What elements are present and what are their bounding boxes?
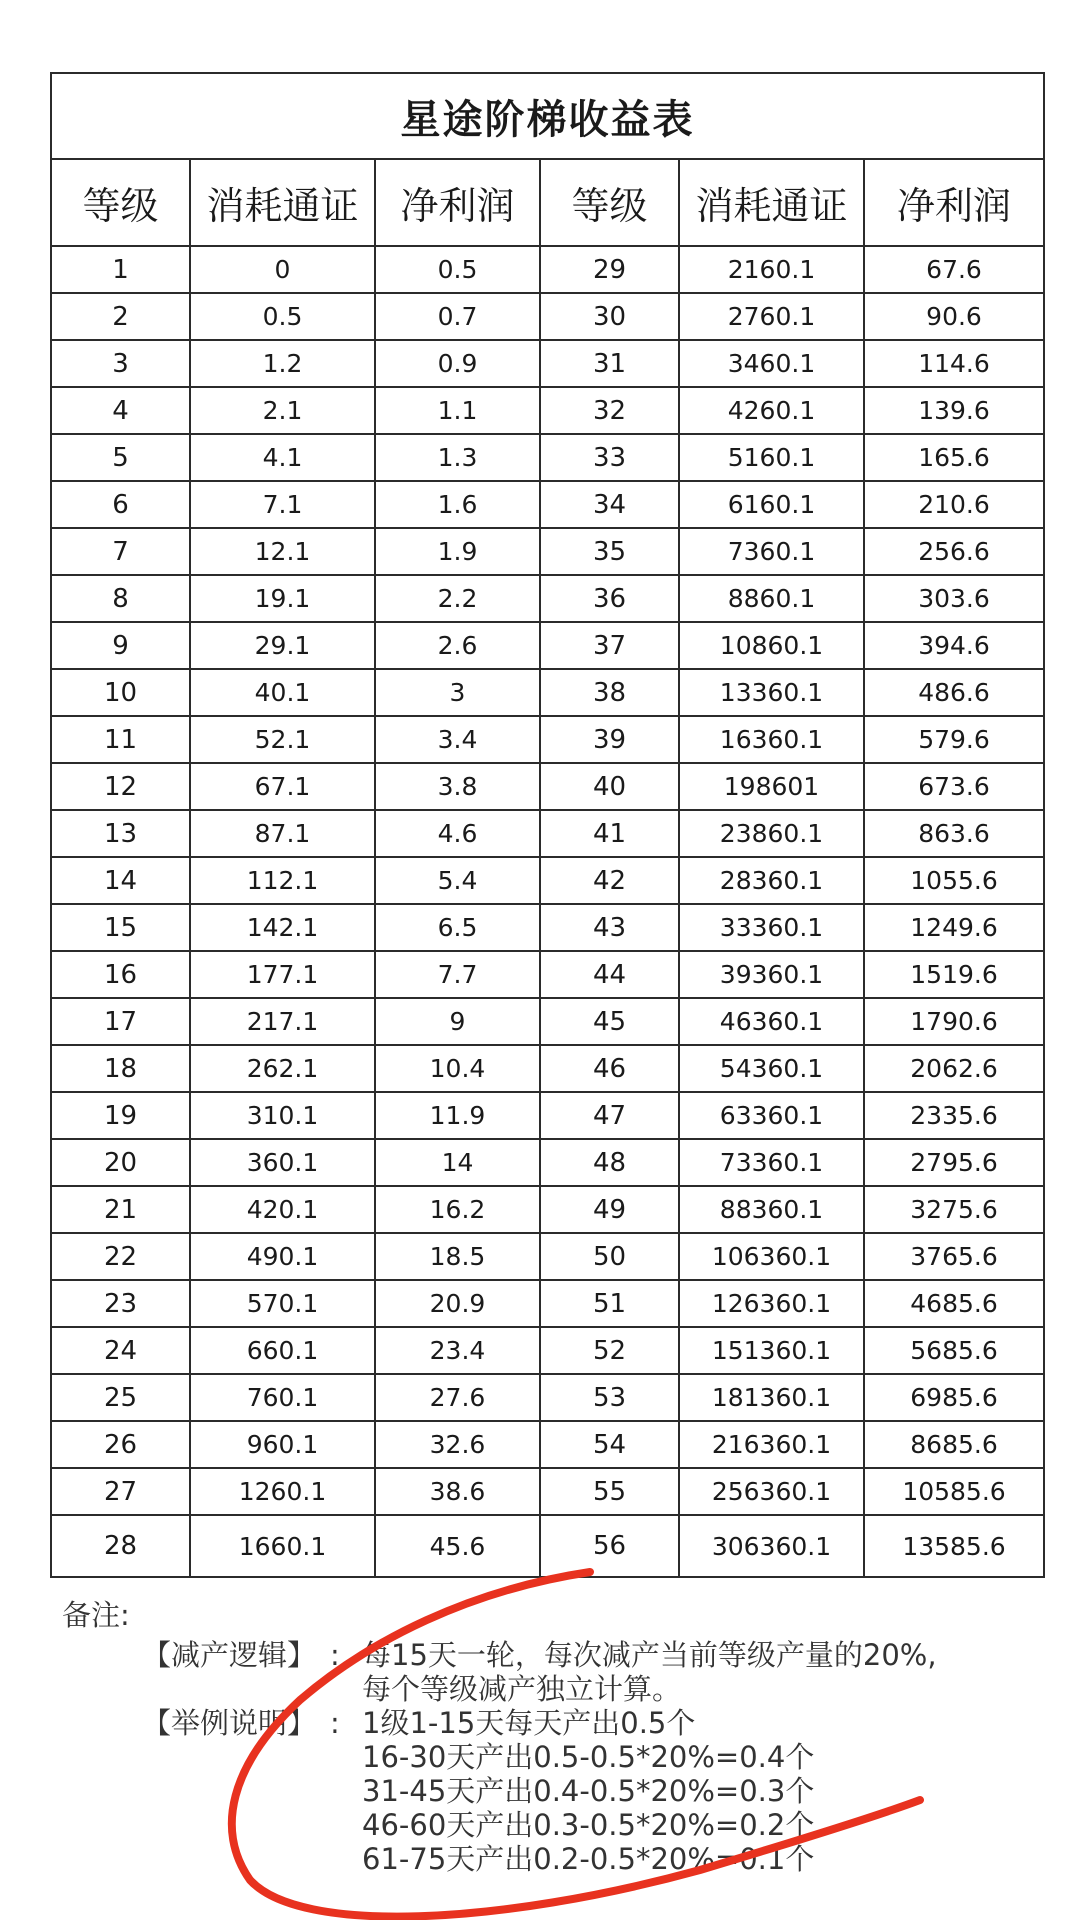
header-row [51, 159, 1044, 246]
cell-profit-left: 1.3 [375, 434, 540, 481]
table-row [51, 1092, 1044, 1139]
cell-cost-left: 960.1 [190, 1421, 375, 1468]
cell-profit-left: 23.4 [375, 1327, 540, 1374]
cell-profit-right: 863.6 [864, 810, 1044, 857]
cell-level-right: 51 [540, 1280, 679, 1327]
cell-cost-left: 2.1 [190, 387, 375, 434]
cell-cost-left: 87.1 [190, 810, 375, 857]
table-row [51, 998, 1044, 1045]
cell-cost-right: 4260.1 [679, 387, 864, 434]
cell-level-left: 22 [51, 1233, 190, 1280]
cell-level-right: 36 [540, 575, 679, 622]
cell-profit-left: 3 [375, 669, 540, 716]
cell-profit-right: 256.6 [864, 528, 1044, 575]
cell-level-left: 16 [51, 951, 190, 998]
cell-cost-right: 181360.1 [679, 1374, 864, 1421]
cell-level-left: 1 [51, 246, 190, 293]
cell-level-left: 6 [51, 481, 190, 528]
cell-level-left: 27 [51, 1468, 190, 1515]
cell-cost-right: 256360.1 [679, 1468, 864, 1515]
cell-profit-left: 16.2 [375, 1186, 540, 1233]
reduction-logic-line: 每15天一轮，每次减产当前等级产量的20%, [362, 1638, 937, 1672]
cell-cost-left: 760.1 [190, 1374, 375, 1421]
cell-cost-right: 151360.1 [679, 1327, 864, 1374]
cell-level-right: 39 [540, 716, 679, 763]
cell-cost-right: 5160.1 [679, 434, 864, 481]
table-row [51, 716, 1044, 763]
cell-cost-right: 198601 [679, 763, 864, 810]
table-row [51, 387, 1044, 434]
cell-cost-left: 4.1 [190, 434, 375, 481]
cell-profit-left: 0.7 [375, 293, 540, 340]
cell-profit-right: 3765.6 [864, 1233, 1044, 1280]
reduction-logic-line: 每个等级减产独立计算。 [362, 1672, 682, 1706]
example-line: 31-45天产出0.4-0.5*20%=0.3个 [362, 1774, 815, 1808]
cell-level-left: 4 [51, 387, 190, 434]
cell-cost-right: 2160.1 [679, 246, 864, 293]
cell-cost-left: 310.1 [190, 1092, 375, 1139]
cell-cost-left: 217.1 [190, 998, 375, 1045]
cell-level-right: 56 [540, 1515, 679, 1577]
cell-cost-right: 73360.1 [679, 1139, 864, 1186]
header-profit-left: 净利润 [375, 159, 540, 246]
cell-profit-right: 303.6 [864, 575, 1044, 622]
cell-level-right: 43 [540, 904, 679, 951]
cell-cost-right: 46360.1 [679, 998, 864, 1045]
cell-profit-right: 210.6 [864, 481, 1044, 528]
example-text [362, 1706, 1042, 1876]
cell-cost-right: 106360.1 [679, 1233, 864, 1280]
cell-profit-left: 27.6 [375, 1374, 540, 1421]
cell-level-left: 3 [51, 340, 190, 387]
cell-level-right: 30 [540, 293, 679, 340]
cell-profit-right: 579.6 [864, 716, 1044, 763]
header-cost-right: 消耗通证 [679, 159, 864, 246]
cell-level-right: 49 [540, 1186, 679, 1233]
cell-profit-left: 20.9 [375, 1280, 540, 1327]
cell-level-left: 21 [51, 1186, 190, 1233]
cell-cost-right: 8860.1 [679, 575, 864, 622]
cell-profit-right: 8685.6 [864, 1421, 1044, 1468]
table-row [51, 669, 1044, 716]
example-line: 46-60天产出0.3-0.5*20%=0.2个 [362, 1808, 815, 1842]
cell-level-right: 32 [540, 387, 679, 434]
cell-profit-left: 3.8 [375, 763, 540, 810]
cell-cost-left: 1260.1 [190, 1468, 375, 1515]
table-row [51, 1421, 1044, 1468]
cell-level-left: 5 [51, 434, 190, 481]
cell-level-left: 7 [51, 528, 190, 575]
cell-profit-right: 1790.6 [864, 998, 1044, 1045]
cell-cost-left: 67.1 [190, 763, 375, 810]
cell-profit-right: 394.6 [864, 622, 1044, 669]
cell-profit-left: 1.1 [375, 387, 540, 434]
cell-cost-left: 660.1 [190, 1327, 375, 1374]
cell-cost-right: 88360.1 [679, 1186, 864, 1233]
cell-cost-right: 10860.1 [679, 622, 864, 669]
cell-cost-right: 2760.1 [679, 293, 864, 340]
cell-level-left: 18 [51, 1045, 190, 1092]
example-colon: : [330, 1706, 340, 1740]
cell-level-left: 17 [51, 998, 190, 1045]
table-row [51, 622, 1044, 669]
cell-cost-right: 126360.1 [679, 1280, 864, 1327]
cell-profit-left: 2.6 [375, 622, 540, 669]
cell-level-left: 9 [51, 622, 190, 669]
table-row [51, 1233, 1044, 1280]
cell-profit-left: 18.5 [375, 1233, 540, 1280]
example-tag: 【举例说明】 [142, 1706, 317, 1740]
cell-profit-right: 2335.6 [864, 1092, 1044, 1139]
cell-level-right: 38 [540, 669, 679, 716]
cell-cost-right: 3460.1 [679, 340, 864, 387]
cell-profit-right: 486.6 [864, 669, 1044, 716]
cell-level-right: 33 [540, 434, 679, 481]
cell-cost-left: 7.1 [190, 481, 375, 528]
cell-level-right: 55 [540, 1468, 679, 1515]
cell-level-left: 8 [51, 575, 190, 622]
cell-cost-right: 6160.1 [679, 481, 864, 528]
cell-level-right: 45 [540, 998, 679, 1045]
table-row [51, 1045, 1044, 1092]
table-row [51, 434, 1044, 481]
example-note [62, 1706, 1042, 1876]
cell-profit-left: 5.4 [375, 857, 540, 904]
cell-level-left: 26 [51, 1421, 190, 1468]
cell-cost-left: 0.5 [190, 293, 375, 340]
table-row [51, 857, 1044, 904]
cell-cost-left: 29.1 [190, 622, 375, 669]
cell-level-left: 11 [51, 716, 190, 763]
notes-label: 备注: [62, 1598, 130, 1632]
reduction-logic-note [62, 1638, 1042, 1706]
cell-level-left: 14 [51, 857, 190, 904]
table-row [51, 1327, 1044, 1374]
cell-profit-left: 1.9 [375, 528, 540, 575]
table-row [51, 1468, 1044, 1515]
cell-cost-left: 360.1 [190, 1139, 375, 1186]
cell-cost-right: 306360.1 [679, 1515, 864, 1577]
cell-cost-left: 177.1 [190, 951, 375, 998]
cell-cost-right: 16360.1 [679, 716, 864, 763]
cell-level-right: 48 [540, 1139, 679, 1186]
cell-profit-right: 90.6 [864, 293, 1044, 340]
cell-profit-left: 4.6 [375, 810, 540, 857]
cell-profit-left: 32.6 [375, 1421, 540, 1468]
cell-level-right: 40 [540, 763, 679, 810]
reduction-logic-tag: 【减产逻辑】 [142, 1638, 317, 1672]
cell-cost-left: 19.1 [190, 575, 375, 622]
cell-cost-left: 1.2 [190, 340, 375, 387]
cell-profit-left: 1.6 [375, 481, 540, 528]
table-row [51, 293, 1044, 340]
cell-cost-right: 28360.1 [679, 857, 864, 904]
cell-profit-right: 1249.6 [864, 904, 1044, 951]
cell-profit-right: 5685.6 [864, 1327, 1044, 1374]
cell-level-left: 20 [51, 1139, 190, 1186]
cell-profit-right: 1519.6 [864, 951, 1044, 998]
table-row [51, 763, 1044, 810]
cell-cost-left: 52.1 [190, 716, 375, 763]
cell-level-left: 12 [51, 763, 190, 810]
cell-level-right: 52 [540, 1327, 679, 1374]
example-line: 61-75天产出0.2-0.5*20%=0.1个 [362, 1842, 815, 1876]
cell-level-left: 28 [51, 1515, 190, 1577]
cell-level-left: 19 [51, 1092, 190, 1139]
cell-level-left: 23 [51, 1280, 190, 1327]
cell-profit-right: 6985.6 [864, 1374, 1044, 1421]
cell-cost-left: 570.1 [190, 1280, 375, 1327]
table-row [51, 246, 1044, 293]
cell-profit-right: 10585.6 [864, 1468, 1044, 1515]
income-table [50, 72, 1045, 1578]
reduction-logic-text [362, 1638, 1042, 1706]
header-level-right: 等级 [540, 159, 679, 246]
cell-level-right: 46 [540, 1045, 679, 1092]
cell-level-right: 42 [540, 857, 679, 904]
cell-level-right: 47 [540, 1092, 679, 1139]
table-row [51, 1186, 1044, 1233]
cell-profit-left: 0.9 [375, 340, 540, 387]
cell-profit-left: 6.5 [375, 904, 540, 951]
cell-level-right: 50 [540, 1233, 679, 1280]
cell-profit-right: 114.6 [864, 340, 1044, 387]
cell-cost-right: 23860.1 [679, 810, 864, 857]
cell-level-right: 34 [540, 481, 679, 528]
cell-profit-right: 4685.6 [864, 1280, 1044, 1327]
table-row [51, 481, 1044, 528]
cell-level-right: 54 [540, 1421, 679, 1468]
cell-cost-left: 262.1 [190, 1045, 375, 1092]
cell-level-left: 25 [51, 1374, 190, 1421]
cell-profit-left: 3.4 [375, 716, 540, 763]
cell-profit-left: 14 [375, 1139, 540, 1186]
cell-cost-right: 63360.1 [679, 1092, 864, 1139]
cell-profit-left: 10.4 [375, 1045, 540, 1092]
table-row [51, 810, 1044, 857]
cell-cost-right: 7360.1 [679, 528, 864, 575]
cell-profit-right: 13585.6 [864, 1515, 1044, 1577]
cell-profit-left: 2.2 [375, 575, 540, 622]
cell-level-right: 31 [540, 340, 679, 387]
cell-profit-right: 1055.6 [864, 857, 1044, 904]
table-row [51, 951, 1044, 998]
example-line: 16-30天产出0.5-0.5*20%=0.4个 [362, 1740, 815, 1774]
table-row [51, 1515, 1044, 1577]
table-row [51, 340, 1044, 387]
cell-level-right: 29 [540, 246, 679, 293]
cell-cost-left: 490.1 [190, 1233, 375, 1280]
table-row [51, 575, 1044, 622]
cell-profit-right: 2062.6 [864, 1045, 1044, 1092]
cell-cost-left: 112.1 [190, 857, 375, 904]
cell-cost-left: 40.1 [190, 669, 375, 716]
cell-profit-left: 11.9 [375, 1092, 540, 1139]
table-row [51, 904, 1044, 951]
cell-level-right: 35 [540, 528, 679, 575]
cell-cost-right: 54360.1 [679, 1045, 864, 1092]
cell-level-left: 10 [51, 669, 190, 716]
notes-section [62, 1598, 1042, 1876]
cell-profit-right: 673.6 [864, 763, 1044, 810]
cell-cost-left: 1660.1 [190, 1515, 375, 1577]
table-row [51, 1280, 1044, 1327]
cell-level-right: 41 [540, 810, 679, 857]
cell-profit-right: 2795.6 [864, 1139, 1044, 1186]
cell-profit-left: 7.7 [375, 951, 540, 998]
cell-profit-left: 0.5 [375, 246, 540, 293]
cell-cost-left: 0 [190, 246, 375, 293]
cell-level-left: 2 [51, 293, 190, 340]
header-level-left: 等级 [51, 159, 190, 246]
example-line: 1级1-15天每天产出0.5个 [362, 1706, 696, 1740]
cell-profit-left: 38.6 [375, 1468, 540, 1515]
header-profit-right: 净利润 [864, 159, 1044, 246]
cell-cost-right: 13360.1 [679, 669, 864, 716]
cell-profit-right: 165.6 [864, 434, 1044, 481]
reduction-logic-colon: : [330, 1638, 340, 1672]
cell-profit-left: 9 [375, 998, 540, 1045]
table-title: 星途阶梯收益表 [51, 73, 1044, 159]
cell-level-right: 37 [540, 622, 679, 669]
header-cost-left: 消耗通证 [190, 159, 375, 246]
cell-cost-right: 33360.1 [679, 904, 864, 951]
table-row [51, 1374, 1044, 1421]
table-row [51, 528, 1044, 575]
cell-level-right: 53 [540, 1374, 679, 1421]
cell-cost-right: 216360.1 [679, 1421, 864, 1468]
cell-profit-right: 67.6 [864, 246, 1044, 293]
cell-profit-right: 139.6 [864, 387, 1044, 434]
cell-level-left: 15 [51, 904, 190, 951]
table-body [51, 246, 1044, 1577]
cell-profit-right: 3275.6 [864, 1186, 1044, 1233]
cell-level-right: 44 [540, 951, 679, 998]
cell-cost-left: 142.1 [190, 904, 375, 951]
cell-cost-right: 39360.1 [679, 951, 864, 998]
cell-level-left: 13 [51, 810, 190, 857]
table-row [51, 1139, 1044, 1186]
cell-profit-left: 45.6 [375, 1515, 540, 1577]
cell-cost-left: 420.1 [190, 1186, 375, 1233]
cell-level-left: 24 [51, 1327, 190, 1374]
cell-cost-left: 12.1 [190, 528, 375, 575]
